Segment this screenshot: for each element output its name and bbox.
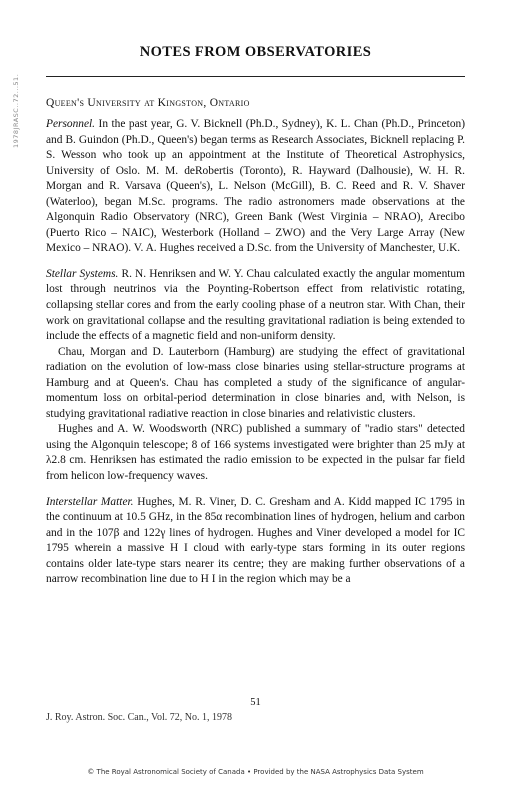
section-lead: Interstellar Matter. [46, 495, 134, 508]
journal-reference: J. Roy. Astron. Soc. Can., Vol. 72, No. 1, 1978 [46, 712, 232, 723]
paragraph-stellar-systems [46, 267, 465, 345]
footer-credit: © The Royal Astronomical Society of Canada • Provided by the NASA Astrophysics Data System [87, 768, 424, 776]
page-number: 51 [250, 697, 261, 708]
paragraph-personnel [46, 117, 465, 257]
institution-heading: Queen's University at Kingston, Ontario [46, 97, 250, 109]
section-lead: Personnel. [46, 118, 96, 130]
title-rule [46, 76, 465, 77]
paragraph-text: Hughes, M. R. Viner, D. C. Gresham and A. Kidd mapped IC 1795 in the continuum at 10.5 GHz, in the 85α recombination lines of hydrogen, helium and carbon and in the 107β and 122γ lines of hydrogen. Hughes and Viner developed a model for IC 1795 wherein a massive H I cloud with early-type stars forming in its outer regions contains older late-type stars nearer its centre; they are making further observations of a narrow recombination line due to H I in the region which may be a [46, 495, 465, 586]
article-body [46, 117, 465, 588]
paragraph-gravitational-radiation [46, 345, 465, 423]
paragraph-text: R. N. Henriksen and W. Y. Chau calculated exactly the angular momentum lost through neutrinos via the Poynting-Robertson effect from relativistic rotating, collapsing stellar cores and from the early cooling phase of a neutron star. With Chan, their work on gravitational collapse and the resulting gravitational radiation is being extended to include the effects of a magnetic field and non-uniform density. [46, 267, 465, 343]
paragraph-interstellar-matter [46, 495, 465, 588]
paragraph-radio-stars [46, 422, 465, 484]
paragraph-text: In the past year, G. V. Bicknell (Ph.D., Sydney), K. L. Chan (Ph.D., Princeton) and B. Guindon (Ph.D., Queen's) began terms as Research Associates, Bicknell replacing P. S. Wesson who took up an appointment at the Institute of Theoretical Astrophysics, University of Oslo. M. M. deRobertis (Toronto), R. Hayward (Dalhousie), W. H. R. Morgan and R. Varsava (Queen's), L. Nelson (McGill), B. C. Reed and R. V. Shaver (Waterloo), began M.Sc. programs. The radio astronomers made observations at the Algonquin Radio Observatory (NRC), Green Bank (West Virginia – NRAO), Arecibo (Puerto Rico – NAIC), Westerbork (Holland – ZWO) and the Very Large Array (New Mexico – NRAO). V. A. Hughes received a D.Sc. from the University of Manchester, U.K. [46, 118, 465, 255]
section-lead: Stellar Systems. [46, 267, 119, 280]
bibcode-text: 1978JRASC..72...51. [12, 73, 20, 148]
paragraph-text: Chau, Morgan and D. Lauterborn (Hamburg) are studying the effect of gravitational radiation on the evolution of low-mass close binaries using stellar-structure programs at Hamburg and at Queen's. Chau has completed a study of the significance of angular-momentum loss on orbital-period determination in close binaries and, with Nelson, is studying gravitational radiative reaction in close binaries and relativistic clusters. [46, 345, 465, 420]
page-title: NOTES FROM OBSERVATORIES [139, 44, 372, 60]
paragraph-text: Hughes and A. W. Woodsworth (NRC) published a summary of "radio stars" detected using the Algonquin telescope; 8 of 166 systems investigated were brighter than 25 mJy at λ2.8 cm. Henriksen has estimated the radio emission to be expected in the pulsar far field from helicon low-frequency waves. [46, 423, 465, 483]
